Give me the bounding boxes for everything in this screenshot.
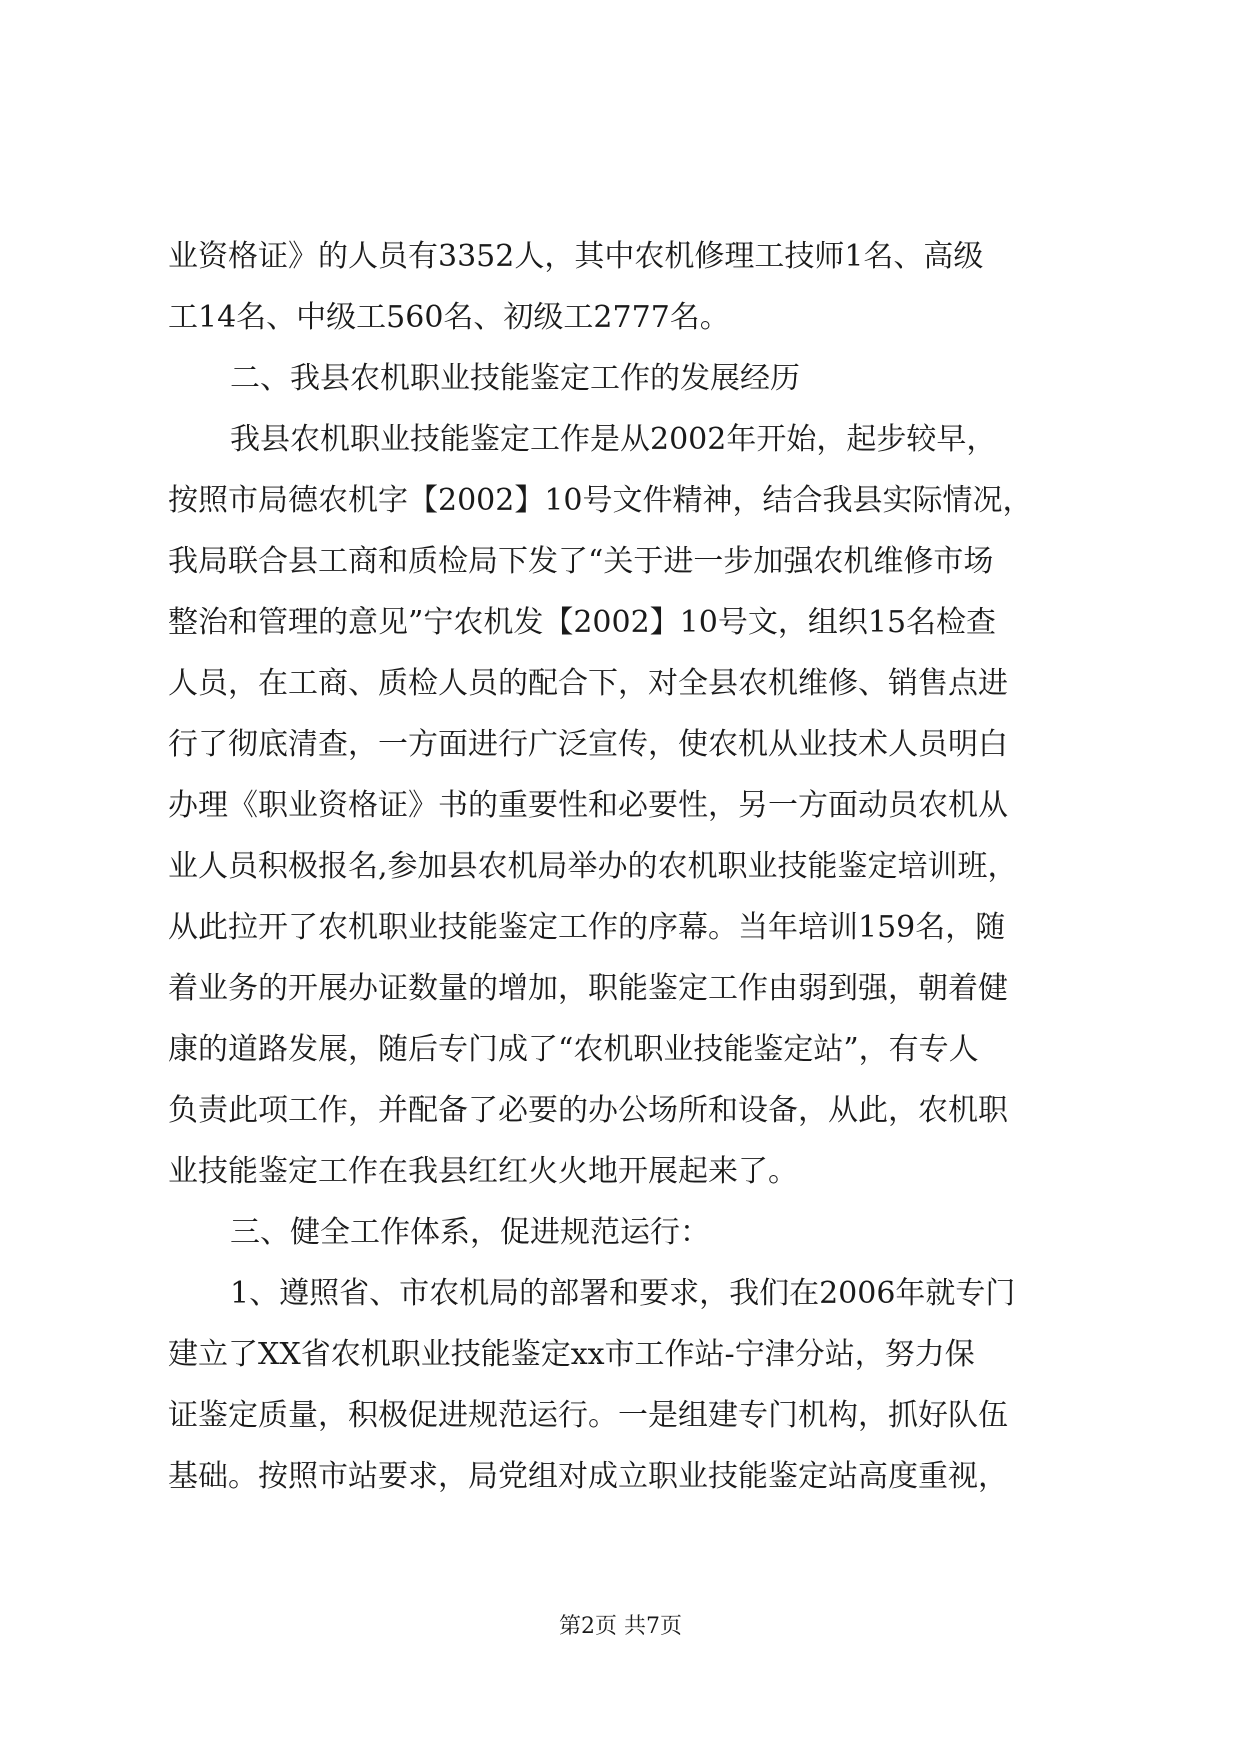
paragraph-start: 1、遵照省、市农机局的部署和要求，我们在2006年就专门 — [230, 1276, 1016, 1311]
text-line: 业资格证》的人员有3352人，其中农机修理工技师1名、高级 — [168, 239, 984, 274]
paragraph-start: 我县农机职业技能鉴定工作是从2002年开始，起步较早， — [230, 422, 997, 457]
section-heading: 二、我县农机职业技能鉴定工作的发展经历 — [230, 361, 800, 396]
text-line: 康的道路发展，随后专门成了“农机职业技能鉴定站”，有专人 — [168, 1032, 979, 1067]
text-line: 业人员积极报名,参加县农机局举办的农机职业技能鉴定培训班， — [168, 849, 1018, 884]
section-heading: 三、健全工作体系，促进规范运行： — [230, 1215, 710, 1250]
text-line: 证鉴定质量，积极促进规范运行。一是组建专门机构，抓好队伍 — [168, 1398, 1008, 1433]
document-body — [168, 226, 1098, 1507]
text-line: 从此拉开了农机职业技能鉴定工作的序幕。当年培训159名，随 — [168, 910, 1006, 945]
text-line: 工14名、中级工560名、初级工2777名。 — [168, 300, 730, 335]
text-line: 业技能鉴定工作在我县红红火火地开展起来了。 — [168, 1154, 798, 1189]
text-line: 按照市局德农机字【2002】10号文件精神，结合我县实际情况， — [168, 483, 1033, 518]
text-line: 行了彻底清查，一方面进行广泛宣传，使农机从业技术人员明白 — [168, 727, 1008, 762]
text-line: 整治和管理的意见”宁农机发【2002】10号文，组织15名检查 — [168, 605, 997, 640]
text-line: 负责此项工作，并配备了必要的办公场所和设备，从此，农机职 — [168, 1093, 1008, 1128]
page-number-footer: 第2页 共7页 — [559, 1614, 682, 1639]
text-line: 基础。按照市站要求，局党组对成立职业技能鉴定站高度重视， — [168, 1459, 1008, 1494]
text-line: 着业务的开展办证数量的增加，职能鉴定工作由弱到强，朝着健 — [168, 971, 1008, 1006]
text-line: 建立了XX省农机职业技能鉴定xx市工作站-宁津分站，努力保 — [168, 1337, 975, 1372]
text-line: 我局联合县工商和质检局下发了“关于进一步加强农机维修市场 — [168, 544, 994, 579]
text-line: 办理《职业资格证》书的重要性和必要性，另一方面动员农机从 — [168, 788, 1008, 823]
text-line: 人员，在工商、质检人员的配合下，对全县农机维修、销售点进 — [168, 666, 1008, 701]
